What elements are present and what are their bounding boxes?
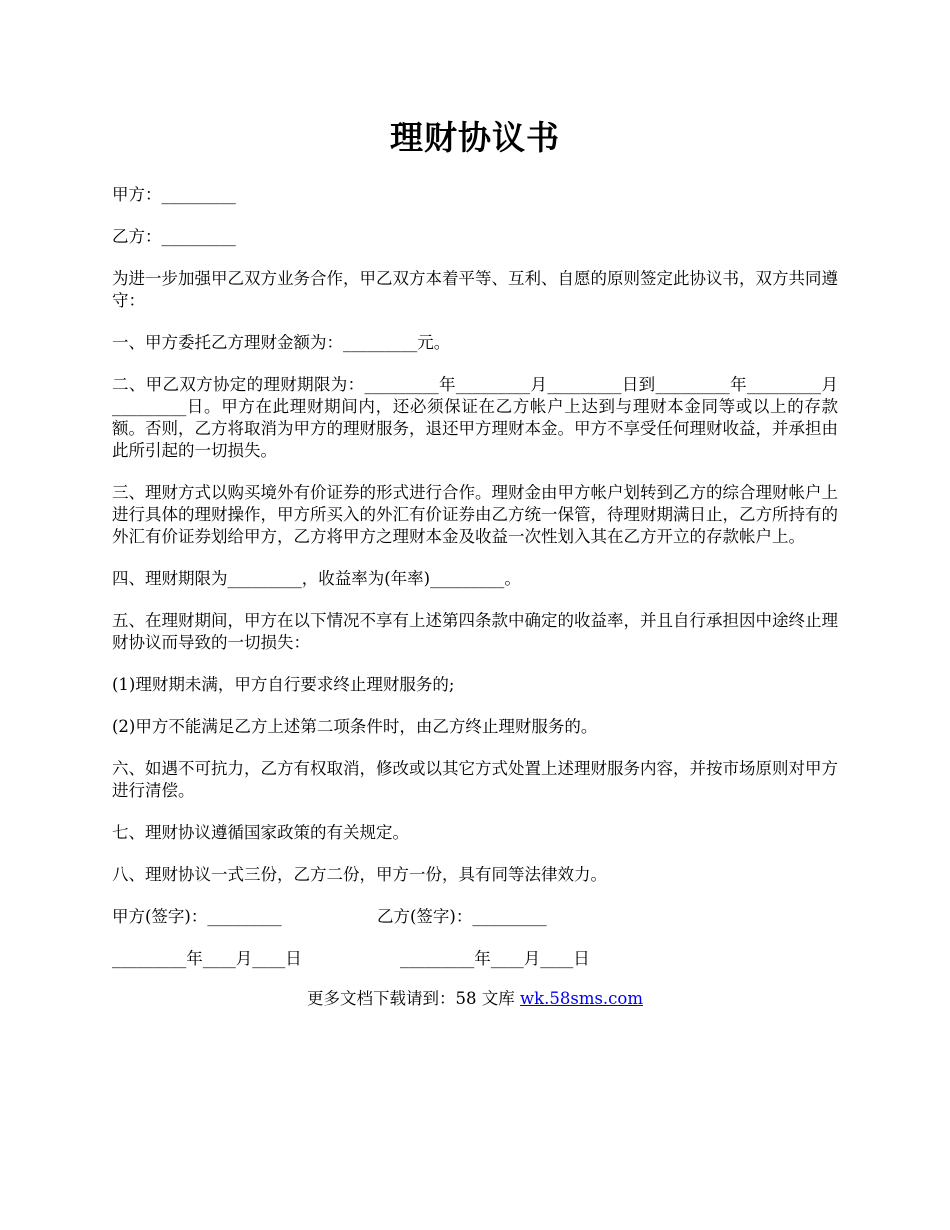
clause-8: 八、理财协议一式三份，乙方二份，甲方一份，具有同等法律效力。 xyxy=(112,865,607,884)
clause-5-item-1: (1)理财期未满，甲方自行要求终止理财服务的; xyxy=(112,675,455,694)
clause-4: 四、理财期限为_________，收益率为(年率)_________。 xyxy=(112,569,521,588)
party-b-date: _________年____月____日 xyxy=(400,949,590,968)
document-title: 理财协议书 xyxy=(390,118,560,157)
clause-2: 二、甲乙双方协定的理财期限为：_________年_________月_________日到_________年_________月_________日。甲方在此理财期间内，还必须保证在乙方帐户上达到与理财本金同等或以上的存款额。否则，乙方将取消为甲方的理财服务，退还甲方理财本金。甲方不享受任何理财收益，并承担由此所引起的一切损失。 xyxy=(112,375,838,460)
footer-link[interactable]: wk.58sms.com xyxy=(519,989,643,1008)
clause-5-item-2: (2)甲方不能满足乙方上述第二项条件时，由乙方终止理财服务的。 xyxy=(112,717,598,736)
party-a-line: 甲方：_________ xyxy=(112,185,236,204)
signature-row xyxy=(112,906,838,928)
intro-paragraph: 为进一步加强甲乙双方业务合作，甲乙双方本着平等、互利、自愿的原则签定此协议书，双方共同遵守： xyxy=(112,269,838,310)
clause-3: 三、理财方式以购买境外有价证券的形式进行合作。理财金由甲方帐户划转到乙方的综合理财帐户上进行具体的理财操作，甲方所买入的外汇有价证券由乙方统一保管，待理财期满日止，乙方所持有的外汇有价证券划给甲方，乙方将甲方之理财本金及收益一次性划入其在乙方开立的存款帐户上。 xyxy=(112,483,838,546)
footer xyxy=(112,988,838,1010)
clause-7: 七、理财协议遵循国家政策的有关规定。 xyxy=(112,823,409,842)
clause-6: 六、如遇不可抗力，乙方有权取消，修改或以其它方式处置上述理财服务内容，并按市场原则对甲方进行清偿。 xyxy=(112,759,838,800)
party-a-date: _________年____月____日 xyxy=(112,949,302,968)
date-row xyxy=(112,948,838,970)
clause-5: 五、在理财期间，甲方在以下情况不享有上述第四条款中确定的收益率，并且自行承担因中途终止理财协议而导致的一切损失： xyxy=(112,611,838,652)
party-a-signature: 甲方(签字)：_________ xyxy=(112,907,282,926)
party-b-line: 乙方：_________ xyxy=(112,227,236,246)
party-b-signature: 乙方(签字)：_________ xyxy=(377,907,547,926)
footer-text: 更多文档下载请到：58 文库 xyxy=(306,989,520,1008)
clause-1: 一、甲方委托乙方理财金额为：_________元。 xyxy=(112,333,451,352)
